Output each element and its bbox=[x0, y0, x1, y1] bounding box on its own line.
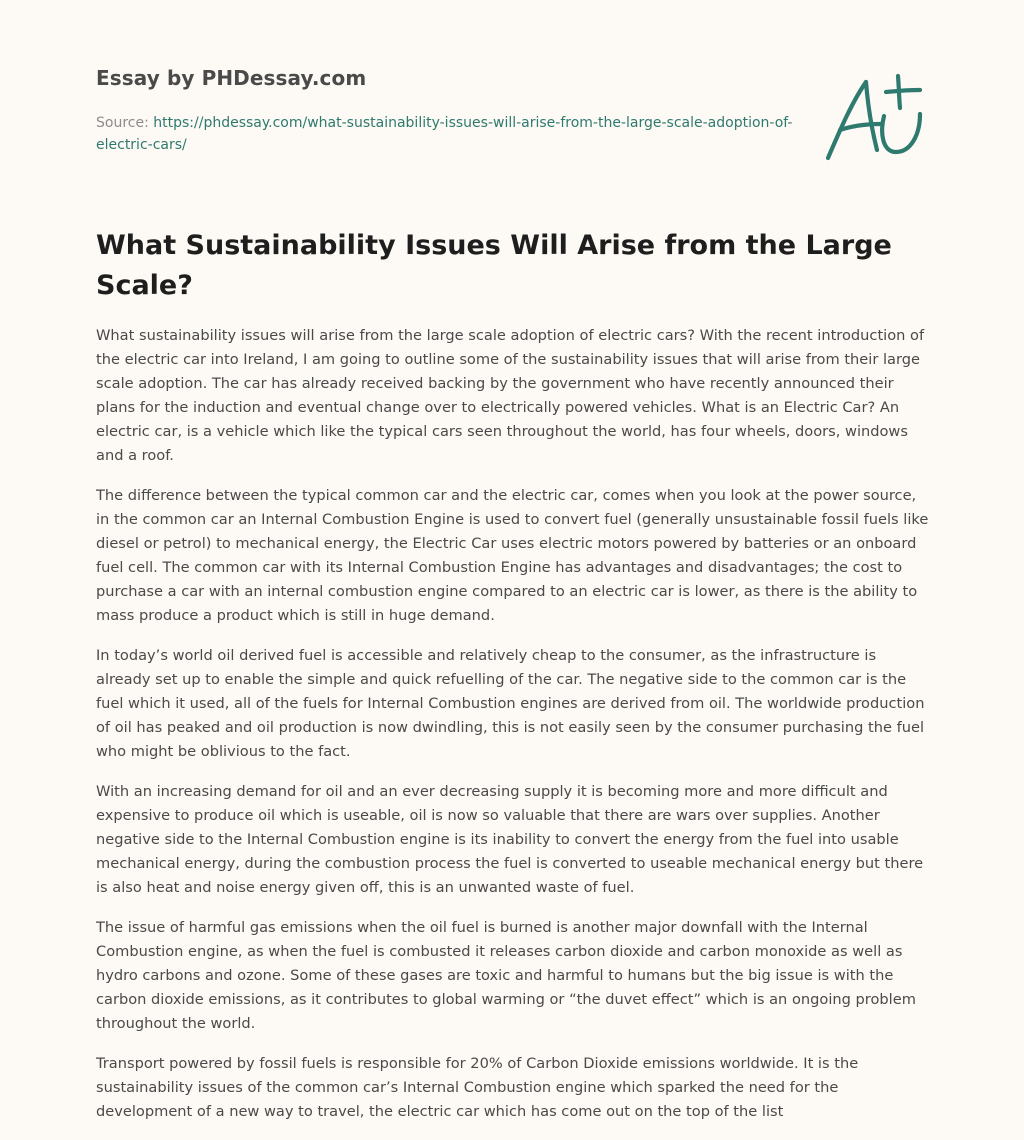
page-title: What Sustainability Issues Will Arise from the Large Scale? bbox=[96, 230, 892, 301]
essay-body bbox=[96, 324, 932, 1140]
source-label: Source: bbox=[96, 115, 149, 131]
a-plus-logo-icon bbox=[822, 70, 926, 164]
source-link[interactable]: https://phdessay.com/what-sustainability-issues-will-arise-from-the-large-scale-adoption-of-electric-cars/ bbox=[96, 115, 793, 153]
source-line bbox=[96, 112, 796, 156]
essay-paragraph: The difference between the typical common car and the electric car, comes when you look at the power source, in the common car an Internal Combustion Engine is used to convert fuel (generally unsustainable fossil fuels like diesel or petrol) to mechanical energy, the Electric Car uses electric motors powered by batteries or an onboard fuel cell. The common car with its Internal Combustion Engine has advantages and disadvantages; the cost to purchase a car with an internal combustion engine compared to an electric car is lower, as there is the ability to mass produce a product which is still in huge demand. bbox=[96, 487, 929, 624]
essay-paragraph: What sustainability issues will arise from the large scale adoption of electric cars? With the recent introduction of the electric car into Ireland, I am going to outline some of the sustainability issues that will arise from their large scale adoption. The car has already received backing by the government who have recently announced their plans for the induction and eventual change over to electrically powered vehicles. What is an Electric Car? An electric car, is a vehicle which like the typical cars seen throughout the world, has four wheels, doors, windows and a roof. bbox=[96, 327, 925, 464]
essay-paragraph: Transport powered by fossil fuels is responsible for 20% of Carbon Dioxide emissions worldwide. It is the sustainability issues of the common car’s Internal Combustion engine which sparked the need for the development of a new way to travel, the electric car which has come out on the top of the list bbox=[96, 1055, 859, 1120]
site-brand: Essay by PHDessay.com bbox=[96, 66, 367, 90]
essay-paragraph: With an increasing demand for oil and an ever decreasing supply it is becoming more and more difficult and expensive to produce oil which is useable, oil is now so valuable that there are wars over supplies. Another negative side to the Internal Combustion engine is its inability to convert the energy from the fuel into usable mechanical energy, during the combustion process the fuel is converted to useable mechanical energy but there is also heat and noise energy given off, this is an unwanted waste of fuel. bbox=[96, 783, 924, 896]
essay-paragraph: In today’s world oil derived fuel is accessible and relatively cheap to the consumer, as the infrastructure is already set up to enable the simple and quick refuelling of the car. The negative side to the common car is the fuel which it used, all of the fuels for Internal Combustion engines are derived from oil. The worldwide production of oil has peaked and oil production is now dwindling, this is not easily seen by the consumer purchasing the fuel who might be oblivious to the fact. bbox=[96, 647, 925, 760]
essay-paragraph: The issue of harmful gas emissions when the oil fuel is burned is another major downfall with the Internal Combustion engine, as when the fuel is combusted it releases carbon dioxide and carbon monoxide as well as hydro carbons and ozone. Some of these gases are toxic and harmful to humans but the big issue is with the carbon dioxide emissions, as it contributes to global warming or “the duvet effect” which is an ongoing problem throughout the world. bbox=[96, 919, 916, 1032]
